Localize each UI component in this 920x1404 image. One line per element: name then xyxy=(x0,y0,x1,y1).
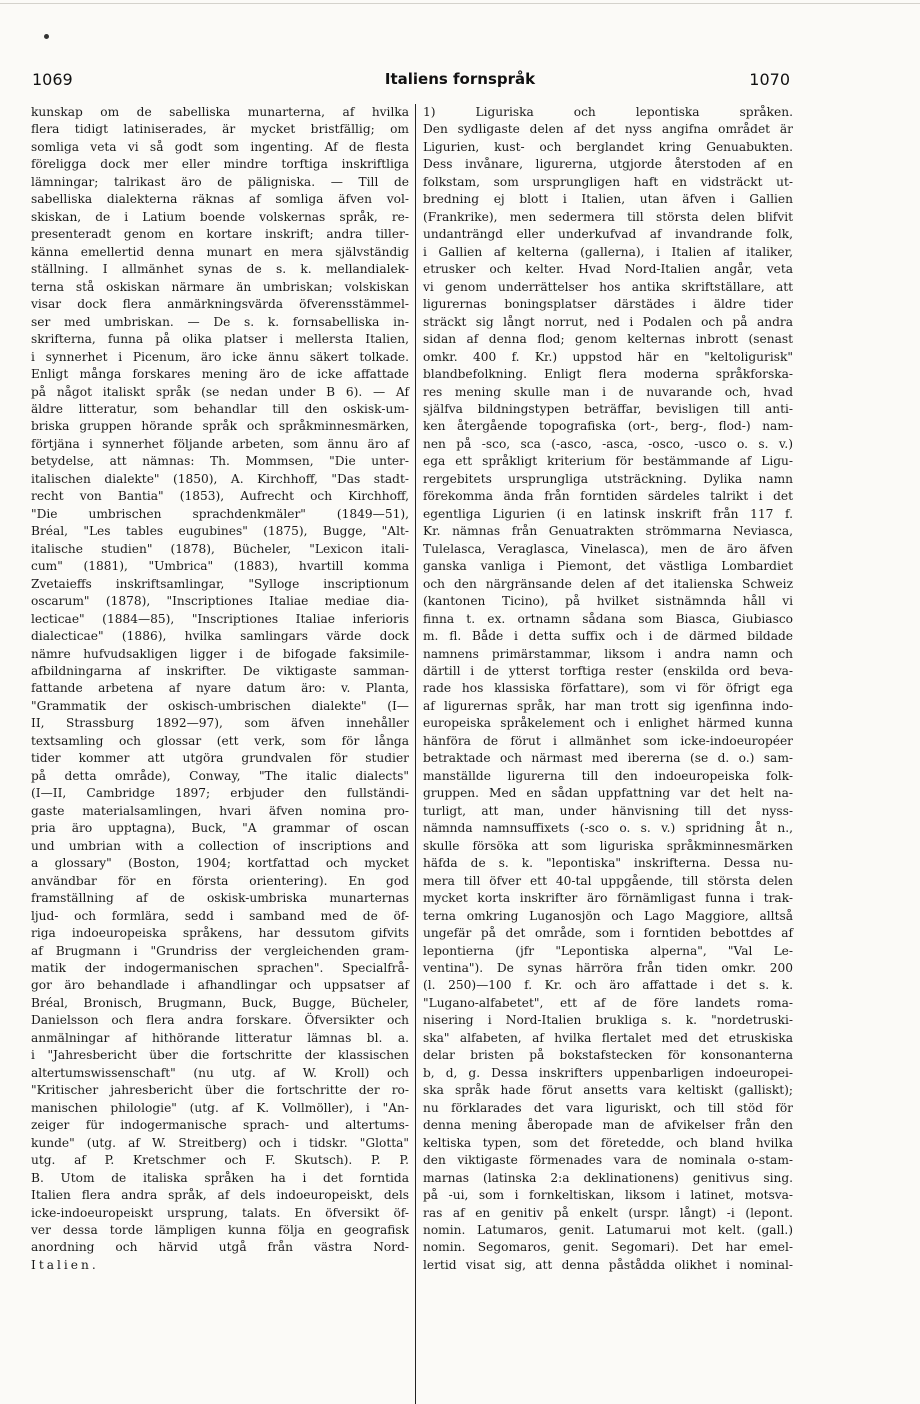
text-line: riga indoeuropeiska språkens, har dessutom gifvits xyxy=(31,926,409,941)
text-line: (I—II, Cambridge 1897; erbjuder den fullständi- xyxy=(31,786,409,801)
text-line: cum" (1881), "Umbrica" (1883), hvartill komma xyxy=(31,559,409,574)
text-line: somliga veta vi så godt som ingenting. Af de flesta xyxy=(31,139,409,154)
text-line: undanträngd eller underkufvad af invandrande folk, xyxy=(423,227,793,242)
left-column xyxy=(31,104,409,1274)
text-line: etrusker och kelter. Hvad Nord-Italien angår, veta xyxy=(423,262,793,277)
text-line: mycket korta inskrifter äro förnämligast funna i trak- xyxy=(423,891,793,906)
text-line: flera tidigt latiniserades, är mycket bristfällig; om xyxy=(31,122,409,137)
text-line: i Gallien af kelterna (gallerna), i Italien af italiker, xyxy=(423,244,793,259)
text-line: mera till öfver ett 40-tal uppgående, till största delen xyxy=(423,873,793,888)
text-line: känna emellertid denna munart en mera självständig xyxy=(31,244,409,259)
text-line: Dess invånare, ligurerna, utgjorde återstoden af en xyxy=(423,157,793,172)
text-line: Italien. xyxy=(31,1257,99,1272)
text-line: manischen philologie" (utg. af K. Vollmöller), i "An- xyxy=(31,1100,409,1115)
text-line: altertumswissenschaft" (nu utg. af W. Kroll) och xyxy=(31,1065,409,1080)
text-line: ungefär på det område, som i forntiden bebottdes af xyxy=(423,926,793,941)
text-line: ras af en genitiv på enkelt (urspr. långt) -i (lepont. xyxy=(423,1205,793,1220)
text-line: af ligurernas språk, har man trott sig igenfinna indo- xyxy=(423,698,793,713)
text-line: ventina"). De synas härröra från tiden omkr. 200 xyxy=(423,960,793,975)
text-line: nen på -sco, sca (-asco, -asca, -osco, -usco o. s. v.) xyxy=(423,436,793,451)
text-line: betraktade och närmast med ibererna (se d. o.) sam- xyxy=(423,751,793,766)
text-line: i synnerhet i Picenum, äro icke ännu säkert tolkade. xyxy=(31,349,409,364)
text-line: skrifterna, funna på olika platser i mellersta Italien, xyxy=(31,332,409,347)
text-line: (Frankrike), men sedermera till största delen blifvit xyxy=(423,209,793,224)
text-line: (l. 250)—100 f. Kr. och äro affattade i det s. k. xyxy=(423,978,793,993)
text-line: förekomma ända från forntiden särdeles talrikt i det xyxy=(423,489,793,504)
text-line: "Kritischer jahresbericht über die fortschritte der ro- xyxy=(31,1083,409,1098)
text-line: ser med umbriskan. — De s. k. fornsabelliska in- xyxy=(31,314,409,329)
text-line: europeiska språkelement och i enlighet härmed kunna xyxy=(423,716,793,731)
text-line: icke-indoeuropeiskt ursprung, talats. En öfversikt öf- xyxy=(31,1205,409,1220)
text-line: briska gruppen hörande språk och språkminnesmärken, xyxy=(31,419,409,434)
column-divider xyxy=(415,104,416,1404)
text-line: "Lugano-alfabetet", ett af de före landets roma- xyxy=(423,995,793,1010)
scan-dot xyxy=(44,34,49,39)
text-line: föreligga dock mer eller mindre torftiga inskriftliga xyxy=(31,157,409,172)
text-line: Italien flera andra språk, af dels indoeuropeiskt, dels xyxy=(31,1188,409,1203)
text-line: äldre litteratur, som behandlar till den oskisk-um- xyxy=(31,401,409,416)
text-line: ver dessa torde lämpligen kunna följa en geografisk xyxy=(31,1223,409,1237)
text-line: matik der indogermanischen sprachen". Specialfrå- xyxy=(31,960,409,975)
text-line: zeiger für indogermanische sprach- und altertums- xyxy=(31,1118,409,1133)
text-line: ganska vanliga i Piemont, det västliga Lombardiet xyxy=(423,559,793,574)
text-line: blandbefolkning. Enligt flera moderna språkforska- xyxy=(423,367,793,382)
text-line: skiskan, de i Latium boende volskernas språk, re- xyxy=(31,209,409,224)
right-column xyxy=(423,104,793,1274)
text-line: italischen dialekte" (1850), A. Kirchhoff, "Das stadt- xyxy=(31,471,409,486)
text-line: sidan af denna flod; genom kelternas inbrott (senast xyxy=(423,332,793,347)
text-line: ligurernas boningsplatser därstädes i äldre tider xyxy=(423,297,793,312)
text-line: nisering i Nord-Italien brukliga s. k. "nordetruski- xyxy=(423,1013,793,1028)
text-line: denna mening åberopade man de afvikelser från den xyxy=(423,1118,793,1133)
page-title: Italiens fornspråk xyxy=(384,70,536,88)
text-line: omkr. 400 f. Kr.) uppstod här en "keltoligurisk" xyxy=(423,349,793,364)
text-line: terna omkring Luganosjön och Lago Maggiore, alltså xyxy=(423,908,793,923)
text-line: bredning ej blott i Italien, utan äfven i Gallien xyxy=(423,192,793,207)
text-line: användbar för en första orientering). En god xyxy=(31,873,409,888)
text-line: nu förklarades det vara liguriskt, och till stöd för xyxy=(423,1100,793,1115)
text-line: folkstam, som ursprungligen haft en vidsträckt ut- xyxy=(423,174,793,189)
text-line: delar bristen på bokstafstecken för konsonanterna xyxy=(423,1048,793,1063)
text-line: marnas (latinska 2:a deklinationens) genitivus sing. xyxy=(423,1170,793,1185)
top-rule xyxy=(0,3,920,4)
text-line: finna t. ex. ortnamn sådana som Biasca, Giubiasco xyxy=(423,611,793,626)
text-line: fattande arbetena af nyare datum äro: v. Planta, xyxy=(31,681,409,696)
text-line: visar dock flera anmärkningsvärda öfverensstämmel- xyxy=(31,297,409,312)
text-line: lertid visat sig, att denna påstådda olikhet i nominal- xyxy=(423,1257,793,1272)
text-line: a glossary" (Boston, 1904; kortfattad och mycket xyxy=(31,856,409,871)
text-line: Bréal, Bronisch, Brugmann, Buck, Bugge, Bücheler, xyxy=(31,995,409,1010)
text-line: Ligurien, kust- och berglandet kring Genuabukten. xyxy=(423,139,793,154)
text-line: Tulelasca, Veraglasca, Vinelasca), men de äro äfven xyxy=(423,541,793,556)
text-line: kunskap om de sabelliska munarterna, af hvilka xyxy=(31,105,409,119)
text-line: förtjäna i synnerhet följande arbeten, som ännu äro af xyxy=(31,436,409,451)
text-line: ska" alfabeten, af hvilka flertalet med det etruskiska xyxy=(423,1030,793,1045)
text-line: "Grammatik der oskisch-umbrischen dialekte" (I— xyxy=(31,698,409,713)
text-line: på något italiskt språk (se nedan under B 6). — Af xyxy=(31,384,409,399)
text-line: "Die umbrischen sprachdenkmäler" (1849—51), xyxy=(31,506,409,521)
text-line: und umbrian with a collection of inscriptions and xyxy=(31,838,409,853)
text-line: terna stå oskiskan närmare än umbriskan; volskiskan xyxy=(31,279,409,294)
text-line: ska språk hade förut ansetts vara keltiskt (galliskt); xyxy=(423,1083,793,1098)
text-line: gruppen. Med en sådan uppfattning var det helt na- xyxy=(423,786,793,801)
text-line: oscarum" (1878), "Inscriptiones Italiae mediae dia- xyxy=(31,594,409,609)
text-line: pria äro upptagna), Buck, "A grammar of oscan xyxy=(31,821,409,836)
text-line: presenteradt genom en kortare inskrift; andra tiller- xyxy=(31,227,409,242)
text-line: Danielsson och flera andra forskare. Öfversikter och xyxy=(31,1013,409,1028)
text-line: egentliga Ligurien (i en latinsk inskrift från 117 f. xyxy=(423,506,793,521)
text-line: Den sydligaste delen af det nyss angifna området är xyxy=(423,122,793,137)
text-line: 1) Liguriska och lepontiska språken. xyxy=(423,105,793,119)
text-line: i "Jahresbericht über die fortschritte der klassischen xyxy=(31,1048,409,1063)
text-line: ljud- och formlära, sedd i samband med de öf- xyxy=(31,908,409,923)
text-line: anmälningar af hithörande litteratur lämnas bl. a. xyxy=(31,1030,409,1045)
text-line: Zvetaieffs inskriftsamlingar, "Sylloge inscriptionum xyxy=(31,576,409,591)
text-line: gor äro behandlade i afhandlingar och uppsatser af xyxy=(31,978,409,993)
text-line: anordning och härvid utgå från västra Nord- xyxy=(31,1240,409,1255)
text-line: framställning af de oskisk-umbriska munarternas xyxy=(31,891,409,906)
text-line: Kr. nämnas från Genuatrakten strömmarna Neviasca, xyxy=(423,524,793,539)
text-line: tider kommer att utgöra grundvalen för studier xyxy=(31,751,409,766)
text-line: lämningar; talrikast äro de päligniska. — Till de xyxy=(31,174,409,189)
text-line: och den närgränsande delen af det italienska Schweiz xyxy=(423,576,793,591)
text-line: rergebitets ursprungliga utsträckning. Dylika namn xyxy=(423,471,793,486)
text-line: hänföra de förut i allmänhet som icke-indoeuropéer xyxy=(423,733,793,748)
text-line: b, d, g. Dessa inskrifters uppenbarligen indoeuropei- xyxy=(423,1065,793,1080)
text-line: nämnda namnsuffixets (-sco o. s. v.) spridning åt n., xyxy=(423,821,793,836)
text-line: sträckt sig långt norrut, ned i Podalen och på andra xyxy=(423,314,793,329)
text-line: därtill i de ytterst torftiga rester (enskilda ord beva- xyxy=(423,664,793,678)
text-line: (kantonen Ticino), på hvilket sistnämnda håll vi xyxy=(423,594,793,609)
text-line: keltiska typen, som det företedde, och bland hvilka xyxy=(423,1135,793,1150)
text-line: II, Strassburg 1892—97), som äfven innehåller xyxy=(31,716,409,731)
text-line: den viktigaste förmenades vara de nominala o-stam- xyxy=(423,1153,793,1168)
page-number-left: 1069 xyxy=(32,70,73,89)
text-line: textsamling och glossar (ett verk, som för långa xyxy=(31,733,409,748)
text-line: nomin. Latumaros, genit. Latumarui mot kelt. (gall.) xyxy=(423,1223,793,1237)
text-line: skulle försöka att som liguriska språkminnesmärken xyxy=(423,838,793,853)
text-line: betydelse, att nämnas: Th. Mommsen, "Die unter- xyxy=(31,454,409,469)
text-line: ega ett språkligt kriterium för bestämmande af Ligu- xyxy=(423,454,793,469)
text-line: afbildningarna af inskrifter. De viktigaste samman- xyxy=(31,664,409,678)
text-line: själfva bildningstypen beträffar, bevisligen till anti- xyxy=(423,401,793,416)
text-line: gaste materialsamlingen, hvari äfven nomina pro- xyxy=(31,803,409,818)
text-line: italische studien" (1878), Bücheler, "Lexicon itali- xyxy=(31,541,409,556)
text-line: Bréal, "Les tables eugubines" (1875), Bugge, "Alt- xyxy=(31,524,409,539)
text-line: ställning. I allmänhet synas de s. k. mellandialek- xyxy=(31,262,409,277)
text-line: turligt, att man, under hänvisning till det nyss- xyxy=(423,803,793,818)
text-line: af Brugmann i "Grundriss der vergleichenden gram- xyxy=(31,943,409,958)
text-line: B. Utom de italiska språken ha i det forntida xyxy=(31,1170,409,1185)
text-line: på detta område), Conway, "The italic dialects" xyxy=(31,768,409,783)
text-line: manställde ligurerna till den indoeuropeiska folk- xyxy=(423,768,793,783)
text-line: Enligt många forskares mening äro de icke affattade xyxy=(31,367,409,382)
text-line: lepontierna (jfr "Lepontiska alperna", "Val Le- xyxy=(423,943,793,958)
text-line: recht von Bantia" (1853), Aufrecht och Kirchhoff, xyxy=(31,489,409,504)
text-line: lecticae" (1884—85), "Inscriptiones Italiae inferioris xyxy=(31,611,409,626)
text-line: vi genom underrättelser hos antika skriftställare, att xyxy=(423,279,793,294)
text-line: nomin. Segomaros, genit. Segomari). Det har emel- xyxy=(423,1240,793,1255)
text-line: rade hos klassiska författare), som vi för öfrigt ega xyxy=(423,681,793,696)
text-line: utg. af P. Kretschmer och F. Skutsch). P. P. xyxy=(31,1153,409,1168)
text-line: häfda de s. k. "lepontiska" inskrifterna. Dessa nu- xyxy=(423,856,793,871)
text-line: dialecticae" (1886), hvilka samlingars värde dock xyxy=(31,629,409,644)
text-line: ken återgående topografiska (ort-, berg-, flod-) nam- xyxy=(423,419,793,434)
text-line: m. fl. Både i detta suffix och i de därmed bildade xyxy=(423,629,793,644)
page-number-right: 1070 xyxy=(749,70,790,89)
text-line: res mening skulle man i de nuvarande och, hvad xyxy=(423,384,793,399)
text-line: kunde" (utg. af W. Streitberg) och i tidskr. "Glotta" xyxy=(31,1135,409,1150)
text-line: sabelliska dialekterna räknas af somliga äfven vol- xyxy=(31,192,409,207)
text-line: på -ui, som i fornkeltiskan, liksom i latinet, motsva- xyxy=(423,1188,793,1203)
text-line: namnens primärstammar, liksom i andra namn och xyxy=(423,646,793,661)
text-line: nämre hufvudsakligen ligger i de bifogade faksimile- xyxy=(31,646,409,661)
